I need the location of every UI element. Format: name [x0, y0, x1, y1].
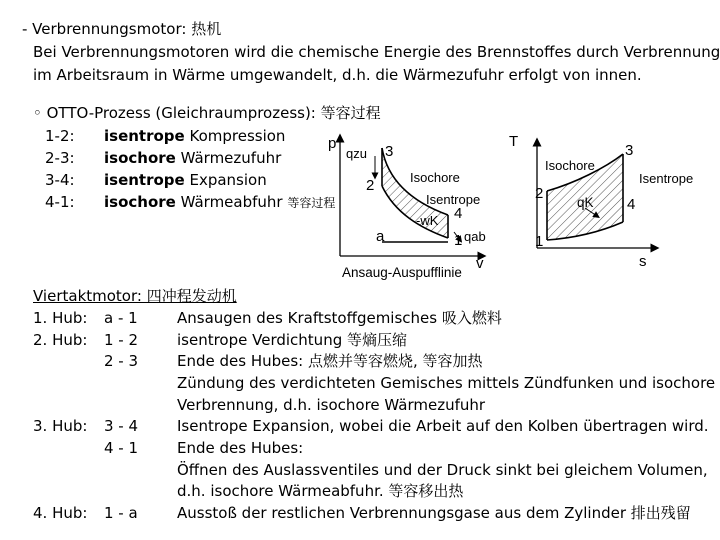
hub-label: 4. Hub:: [33, 504, 88, 522]
ts-label-isentrope: Isentrope: [639, 171, 694, 186]
ts-label-4: 4: [627, 196, 636, 213]
hub-desc: d.h. isochore Wärmeabfuhr. 等容移出热: [177, 482, 464, 500]
otto-step-id: 1-2:: [45, 127, 75, 145]
viertakt-heading: Viertaktmotor: 四冲程发动机: [33, 287, 237, 305]
ts-label-3: 3: [625, 142, 634, 159]
pv-label-qab: qab: [464, 229, 486, 244]
hub-label: 3. Hub:: [33, 417, 88, 435]
hub-label: 1. Hub:: [33, 309, 88, 327]
otto-step-note: 等容过程: [287, 196, 336, 210]
otto-step-bold: isentrope: [104, 127, 185, 145]
otto-heading: ◦ OTTO-Prozess (Gleichraumprozess): 等容过程: [33, 104, 381, 122]
ts-label-1: 1: [535, 233, 544, 250]
otto-step-desc: [104, 173, 267, 188]
pv-label-v: v: [476, 255, 484, 272]
hub-desc: isentrope Verdichtung 等熵压缩: [177, 331, 407, 349]
hub-desc: Verbrennung, d.h. isochore Wärmezufuhr: [177, 396, 486, 414]
otto-step-bold: isentrope: [104, 171, 185, 189]
otto-step-bold: isochore: [104, 193, 176, 211]
pv-label-isentrope: Isentrope: [426, 192, 481, 207]
otto-step-desc: [104, 195, 335, 210]
hub-step: a - 1: [104, 309, 138, 327]
pv-label-2: 2: [366, 177, 375, 194]
pv-label-p: p: [328, 135, 337, 152]
otto-step-id: 2-3:: [45, 149, 75, 167]
pv-label-isochore: Isochore: [410, 170, 460, 185]
ts-label-2: 2: [535, 185, 544, 202]
hub-step: 1 - 2: [104, 331, 139, 349]
otto-step-rest: Wärmeabfuhr: [175, 193, 288, 211]
pv-label-qzu: qzu: [346, 146, 367, 161]
hub-desc: Ende des Hubes:: [177, 439, 304, 457]
otto-step-id: 3-4:: [45, 171, 75, 189]
pv-label-4: 4: [454, 205, 463, 222]
hub-desc: Ausstoß der restlichen Verbrennungsgase aus dem Zylinder 排出残留: [177, 504, 691, 522]
ts-label-qk: qK: [577, 195, 594, 210]
pv-diagram: [330, 128, 510, 283]
pv-label-3: 3: [385, 143, 394, 160]
pv-label-wk: -wK: [416, 213, 439, 228]
pv-label-a: a: [376, 228, 385, 245]
ts-diagram: [505, 128, 715, 270]
hub-desc: Öffnen des Auslassventiles und der Druck sinkt bei gleichem Volumen,: [177, 461, 708, 479]
intro-line-1: Bei Verbrennungsmotoren wird die chemische Energie des Brennstoffes durch Verbrennung: [33, 43, 720, 61]
hub-step: 2 - 3: [104, 352, 139, 370]
otto-step-rest: Wärmezufuhr: [175, 149, 282, 167]
hub-label: 2. Hub:: [33, 331, 88, 349]
hub-desc: Zündung des verdichteten Gemisches mittels Zündfunken und isochore: [177, 374, 716, 392]
ts-label-isochore: Isochore: [545, 158, 595, 173]
ts-label-s: s: [639, 253, 647, 270]
otto-step-id: 4-1:: [45, 193, 75, 211]
hub-step: 4 - 1: [104, 439, 139, 457]
hub-step: 3 - 4: [104, 417, 139, 435]
hub-desc: Ende des Hubes: 点燃并等容燃烧, 等容加热: [177, 352, 483, 370]
hub-desc: Ansaugen des Kraftstoffgemisches 吸入燃料: [177, 309, 502, 327]
pv-label-1: 1: [454, 232, 463, 249]
intro-line-2: im Arbeitsraum in Wärme umgewandelt, d.h. die Wärmezufuhr erfolgt von innen.: [33, 66, 642, 84]
hub-step: 1 - a: [104, 504, 138, 522]
otto-step-rest: Expansion: [184, 171, 267, 189]
otto-step-desc: [104, 129, 285, 144]
ts-label-T: T: [509, 133, 519, 150]
otto-step-desc: [104, 151, 281, 166]
otto-step-rest: Kompression: [184, 127, 286, 145]
otto-step-bold: isochore: [104, 149, 176, 167]
pv-label-ansaug: Ansaug-Auspufflinie: [342, 265, 462, 280]
hub-desc: Isentrope Expansion, wobei die Arbeit auf den Kolben übertragen wird.: [177, 417, 709, 435]
section-heading: - Verbrennungsmotor: 热机: [22, 20, 222, 38]
